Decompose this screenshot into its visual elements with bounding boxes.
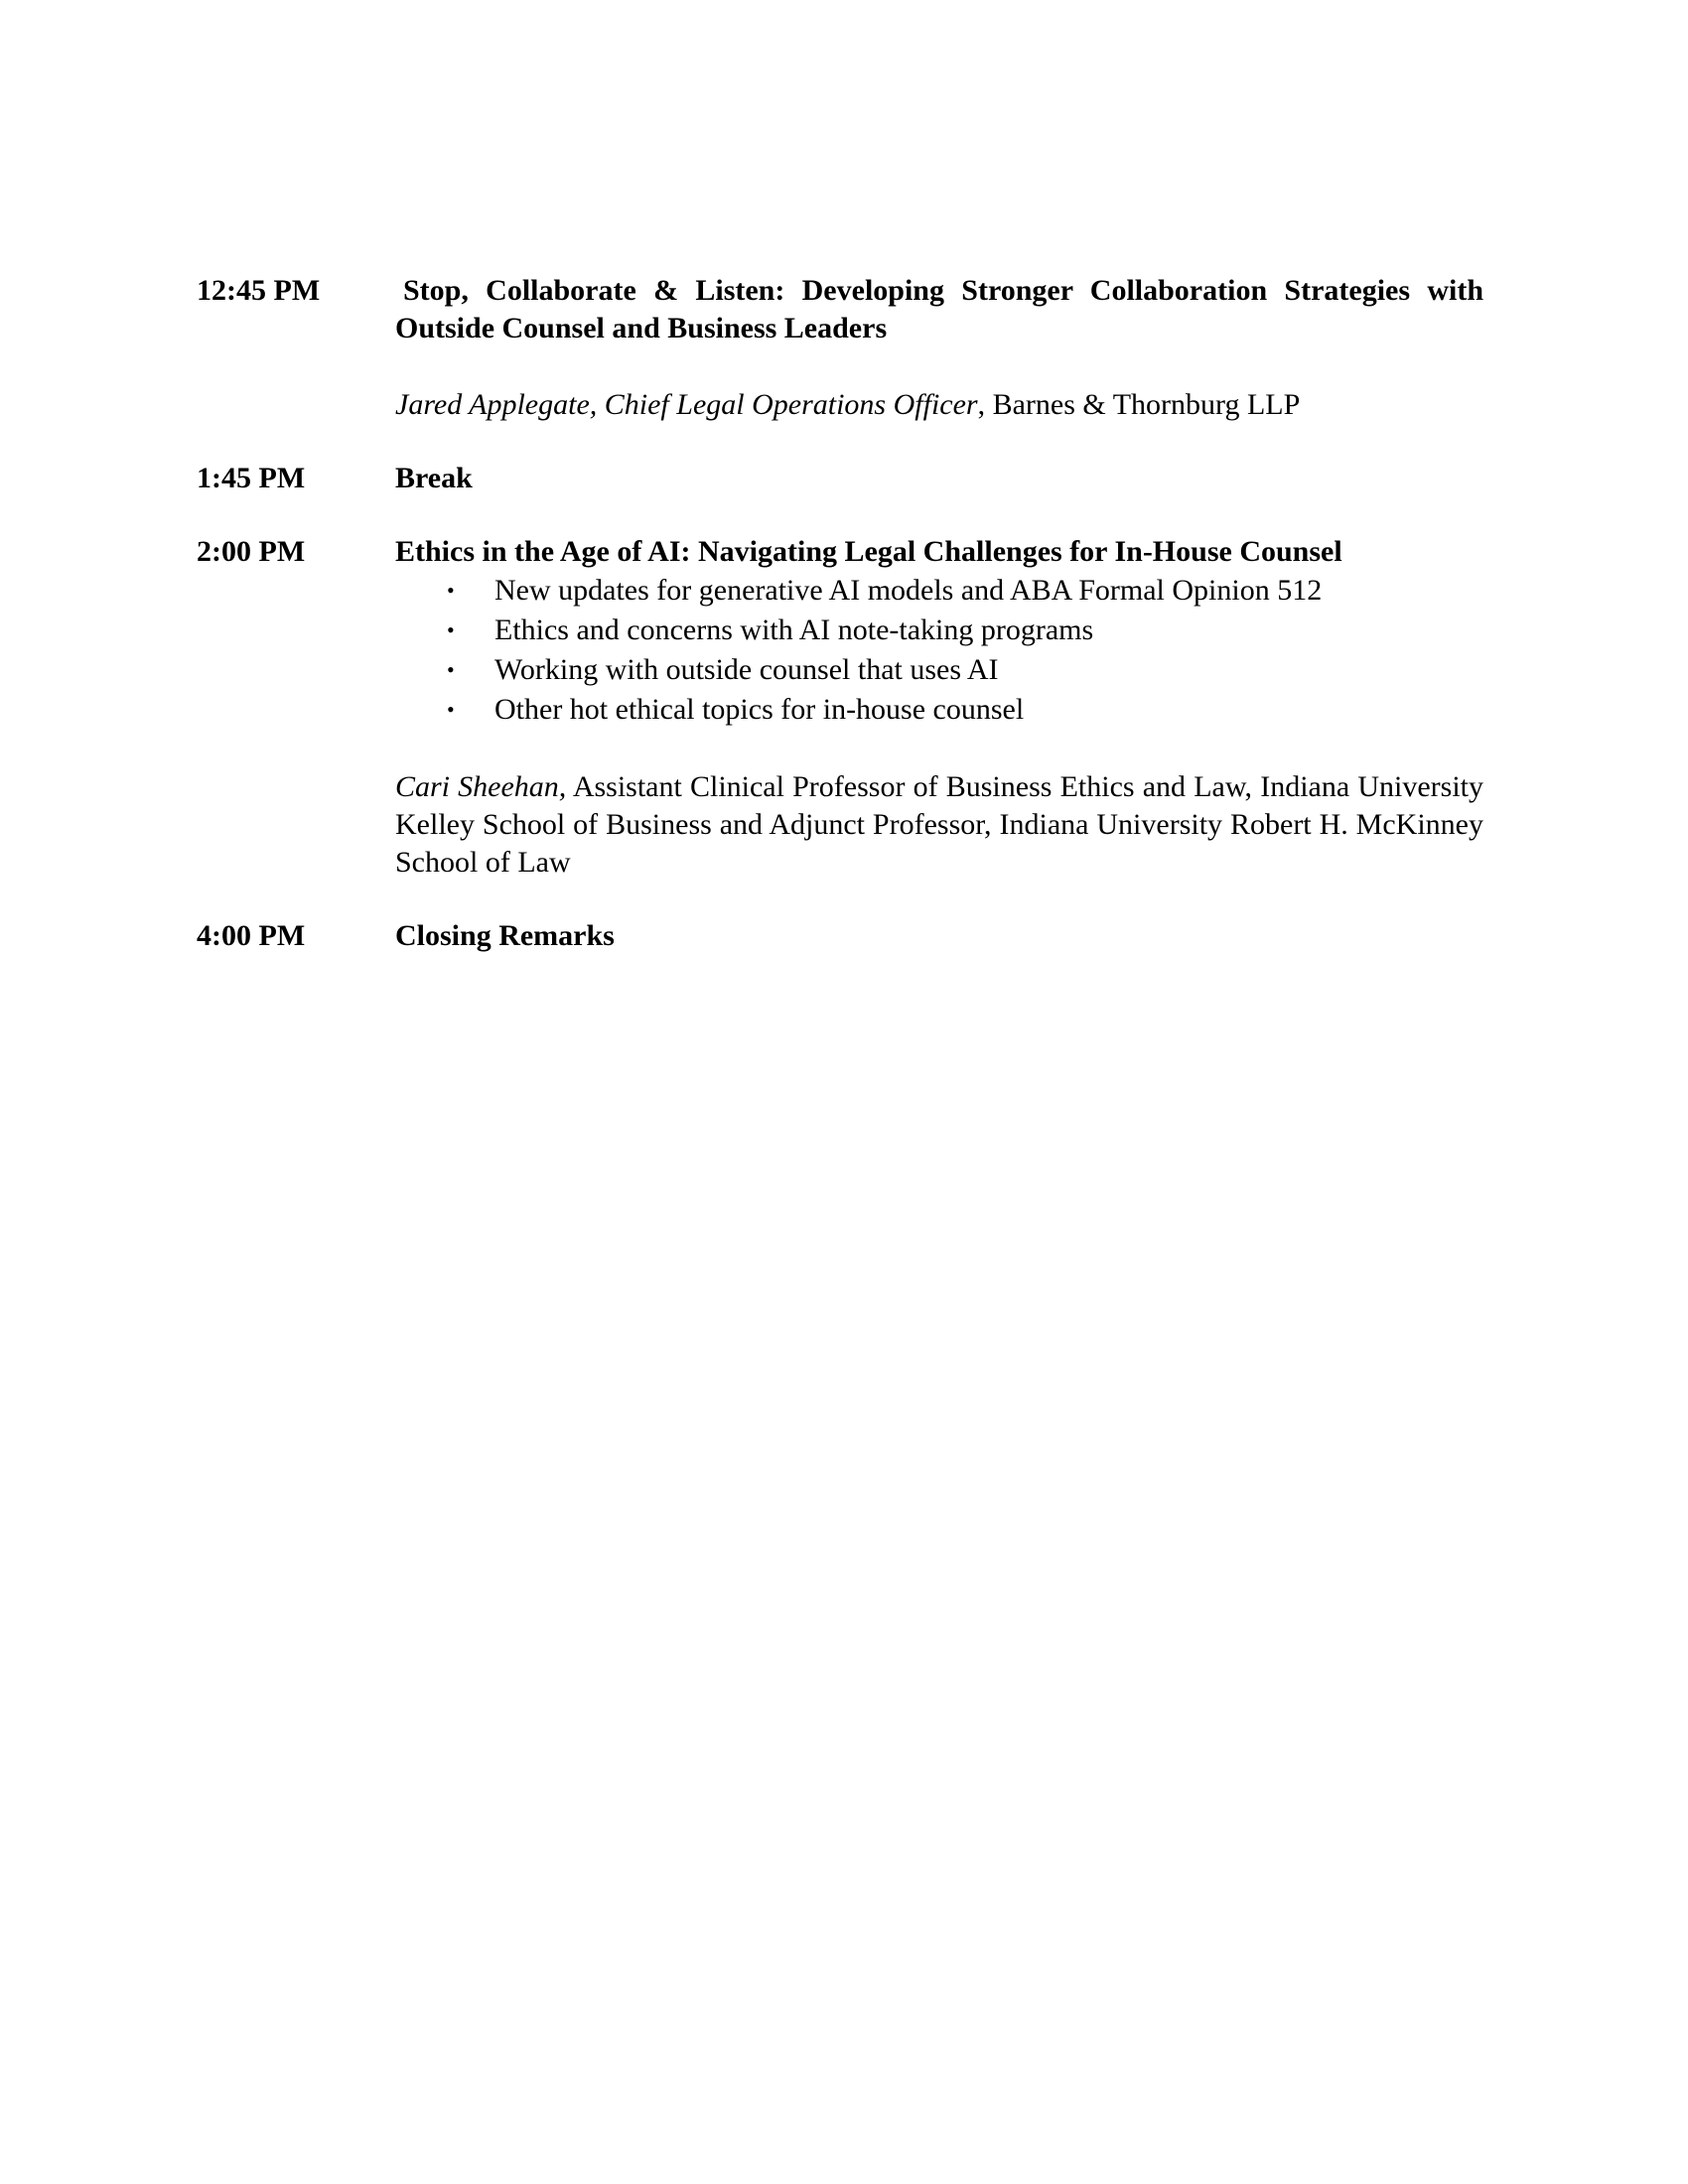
agenda-item-0145 bbox=[197, 460, 1487, 497]
session-title: Stop, Collaborate & Listen: Developing Stronger Collaboration Strategies with Outside Counsel and Business Leaders bbox=[395, 274, 1483, 344]
topic-item bbox=[395, 690, 1483, 730]
topic-item bbox=[395, 650, 1483, 690]
bullet-icon: • bbox=[447, 657, 455, 682]
session-content bbox=[395, 272, 1483, 424]
agenda-list bbox=[197, 272, 1487, 991]
session-time: 12:45 PM bbox=[197, 274, 321, 307]
topic-list bbox=[395, 571, 1483, 730]
session-content bbox=[395, 460, 1483, 497]
session-title: Closing Remarks bbox=[395, 919, 615, 952]
topic-text: Working with outside counsel that uses AI bbox=[494, 653, 999, 686]
speaker-name: Cari Sheehan, bbox=[395, 770, 567, 803]
topic-text: Ethics and concerns with AI note-taking programs bbox=[494, 614, 1094, 646]
topic-text: New updates for generative AI models and ABA Formal Opinion 512 bbox=[494, 574, 1323, 607]
topic-item bbox=[395, 571, 1483, 611]
session-time: 2:00 PM bbox=[197, 535, 306, 568]
agenda-item-1245 bbox=[197, 272, 1487, 424]
session-speaker bbox=[395, 768, 1483, 882]
agenda-item-0200 bbox=[197, 533, 1487, 882]
bullet-icon: • bbox=[447, 617, 455, 642]
speaker-affiliation: , Barnes & Thornburg LLP bbox=[977, 388, 1301, 421]
agenda-item-0400 bbox=[197, 917, 1487, 955]
topic-text: Other hot ethical topics for in-house counsel bbox=[494, 693, 1025, 726]
speaker-name: Jared Applegate, Chief Legal Operations Officer bbox=[395, 388, 978, 421]
session-time: 1:45 PM bbox=[197, 462, 306, 494]
session-title: Ethics in the Age of AI: Navigating Legal Challenges for In-House Counsel bbox=[395, 535, 1342, 568]
speaker-affiliation: Assistant Clinical Professor of Business Ethics and Law, Indiana University Kelley School of Business and Adjunct Professor, Indiana University Robert H. McKinney School of Law bbox=[395, 770, 1483, 879]
bullet-icon: • bbox=[447, 697, 455, 722]
bullet-icon: • bbox=[447, 578, 455, 603]
topic-item bbox=[395, 611, 1483, 650]
session-speaker bbox=[395, 386, 1483, 424]
session-content bbox=[395, 917, 1483, 955]
session-content bbox=[395, 533, 1483, 882]
session-time: 4:00 PM bbox=[197, 919, 306, 952]
session-title: Break bbox=[395, 462, 473, 494]
